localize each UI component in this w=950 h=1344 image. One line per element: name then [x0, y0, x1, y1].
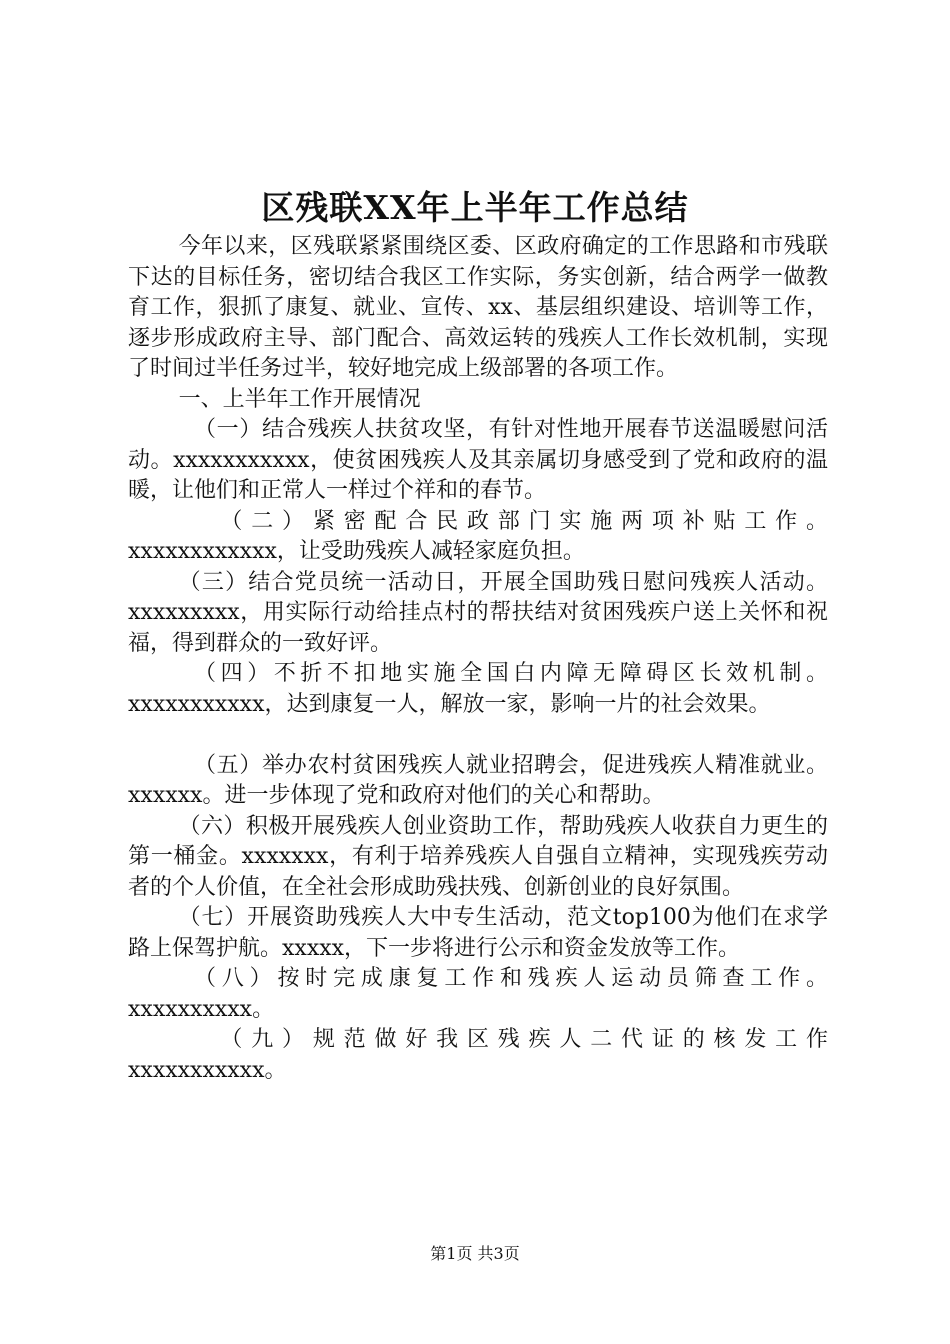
page-footer: 第1页 共3页	[430, 1244, 520, 1263]
item-paragraph: （三）结合党员统一活动日，开展全国助残日慰问残疾人活动。xxxxxxxxx，用实际行动给挂点村的帮扶结对贫困残疾户送上关怀和祝福，得到群众的一致好评。	[128, 569, 828, 656]
item-paragraph: （一）结合残疾人扶贫攻坚，有针对性地开展春节送温暖慰问活动。xxxxxxxxxxx，使贫困残疾人及其亲属切身感受到了党和政府的温暖，让他们和正常人一样过个祥和的春节。	[128, 417, 828, 503]
item-paragraph: （八）按时完成康复工作和残疾人运动员筛查工作。	[194, 966, 828, 991]
item-paragraph: （五）举办农村贫困残疾人就业招聘会，促进残疾人精准就业。xxxxxx。进一步体现了党和政府对他们的关心和帮助。	[128, 752, 828, 808]
item-paragraph-continuation: xxxxxxxxxxx，达到康复一人，解放一家，影响一片的社会效果。	[128, 691, 771, 717]
section-heading: 一、上半年工作开展情况	[178, 386, 421, 412]
item-paragraph: （九）规范做好我区残疾人二代证的核发工作	[220, 1027, 828, 1052]
item-paragraph-continuation: xxxxxxxxxxx。	[128, 1057, 287, 1083]
intro-paragraph: 今年以来，区残联紧紧围绕区委、区政府确定的工作思路和市残联下达的目标任务，密切结合我区工作实际，务实创新，结合两学一做教育工作，狠抓了康复、就业、宣传、xx、基层组织建设、培训等工作，逐步形成政府主导、部门配合、高效运转的残疾人工作长效机制，实现了时间过半任务过半，较好地完成上级部署的各项工作。	[128, 234, 828, 381]
item-paragraph: （二）紧密配合民政部门实施两项补贴工作。	[220, 508, 828, 534]
item-paragraph: （四）不折不扣地实施全国白内障无障碍区长效机制。	[194, 661, 828, 686]
document-title: 区残联XX年上半年工作总结	[261, 188, 689, 227]
item-paragraph: （六）积极开展残疾人创业资助工作，帮助残疾人收获自力更生的第一桶金。xxxxxxx，有利于培养残疾人自强自立精神，实现残疾劳动者的个人价值，在全社会形成助残扶残、创新创业的良好氛围。	[128, 813, 828, 900]
item-paragraph-continuation: xxxxxxxxxxxx，让受助残疾人减轻家庭负担。	[128, 539, 585, 564]
item-paragraph-continuation: xxxxxxxxxx。	[128, 996, 275, 1022]
item-paragraph: （七）开展资助残疾人大中专生活动，范文top100为他们在求学路上保驾护航。xxxxx，下一步将进行公示和资金发放等工作。	[128, 905, 828, 961]
paragraph-gap	[128, 720, 828, 751]
document-body	[128, 232, 828, 1086]
